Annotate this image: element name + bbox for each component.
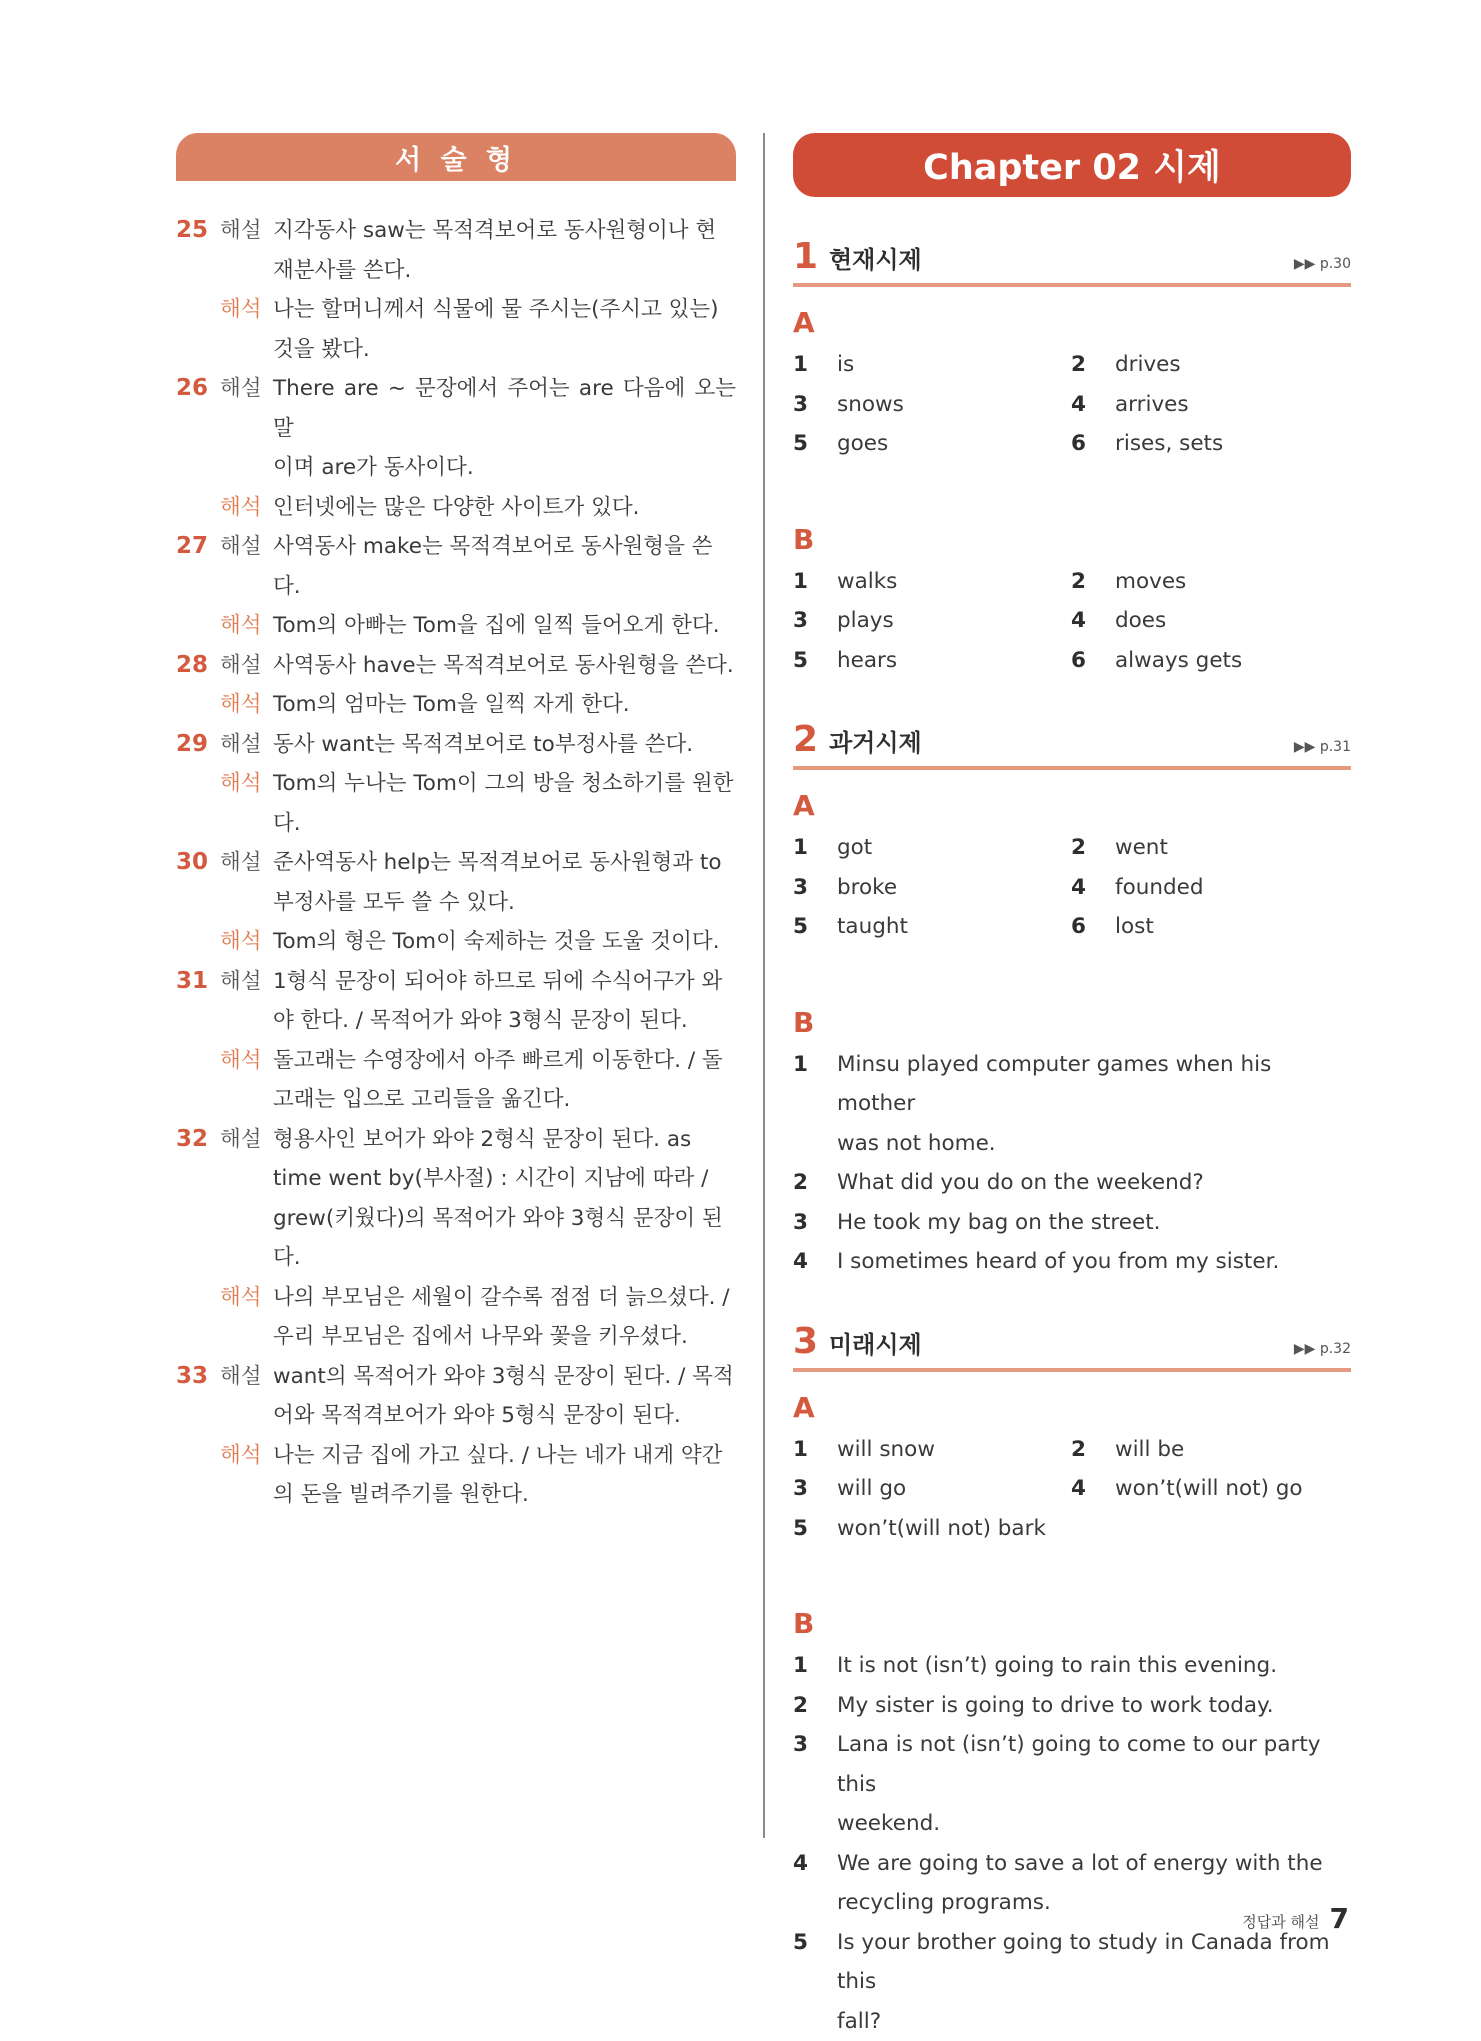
answer-sentence-line bbox=[793, 1646, 1351, 1686]
answer-text: founded bbox=[1115, 868, 1351, 908]
answer-text: always gets bbox=[1115, 641, 1351, 681]
answer-item bbox=[1071, 1469, 1351, 1509]
answer-number: 3 bbox=[793, 601, 837, 641]
translation-line bbox=[176, 1278, 736, 1318]
translation-text: Tom의 형은 Tom이 숙제하는 것을 도울 것이다. bbox=[273, 922, 736, 962]
part-letter: B bbox=[793, 518, 1351, 562]
question-number: 25 bbox=[176, 211, 220, 251]
answer-sentence-line bbox=[793, 1804, 1351, 1844]
translation-line bbox=[176, 764, 736, 804]
explanation-text: want의 목적어가 와야 3형식 문장이 된다. / 목적 bbox=[273, 1357, 736, 1397]
translation-line bbox=[176, 606, 736, 646]
explanation-text: 야 한다. / 목적어가 와야 3형식 문장이 된다. bbox=[273, 1001, 736, 1041]
section-title: 현재시제 bbox=[829, 243, 1294, 277]
section-title: 과거시제 bbox=[829, 726, 1294, 760]
translation-line bbox=[176, 290, 736, 330]
answer-item bbox=[1071, 385, 1351, 425]
answer-number: 5 bbox=[793, 907, 837, 947]
translation-line bbox=[176, 1436, 736, 1476]
explanation-line bbox=[176, 962, 736, 1002]
haeseok-label: 해석 bbox=[220, 1436, 273, 1476]
answer-sentence: It is not (isn’t) going to rain this evening. bbox=[837, 1646, 1351, 1686]
answer-number: 1 bbox=[793, 1045, 837, 1124]
explanation-text: 어와 목적격보어가 와야 5형식 문장이 된다. bbox=[273, 1396, 736, 1436]
answer-number: 2 bbox=[1071, 1430, 1115, 1470]
column-divider bbox=[763, 133, 765, 1838]
answer-number: 2 bbox=[1071, 828, 1115, 868]
spacer bbox=[793, 947, 1351, 987]
translation-text: 나는 할머니께서 식물에 물 주시는(주시고 있는) bbox=[273, 290, 736, 330]
answer-number: 2 bbox=[793, 1163, 837, 1203]
answer-item bbox=[793, 641, 1071, 681]
answer-text: snows bbox=[837, 385, 1071, 425]
haeseol-label: 해설 bbox=[220, 962, 273, 1002]
explanation-entry bbox=[176, 962, 736, 1120]
haeseok-label: 해석 bbox=[220, 290, 273, 330]
explanation-text: 다. bbox=[273, 567, 736, 607]
answer-text: is bbox=[837, 345, 1071, 385]
answer-number: 4 bbox=[1071, 1469, 1115, 1509]
explanation-entry bbox=[176, 369, 736, 527]
explanation-text: 준사역동사 help는 목적격보어로 동사원형과 to bbox=[273, 843, 736, 883]
explanation-text: 사역동사 make는 목적격보어로 동사원형을 쓴 bbox=[273, 527, 736, 567]
answer-text: moves bbox=[1115, 562, 1351, 602]
section-number: 1 bbox=[793, 237, 829, 277]
question-number: 33 bbox=[176, 1357, 220, 1397]
translation-line bbox=[176, 1475, 736, 1515]
haeseol-label: 해설 bbox=[220, 646, 273, 686]
answer-item bbox=[1071, 562, 1351, 602]
answer-item bbox=[793, 345, 1071, 385]
haeseol-label: 해설 bbox=[220, 369, 273, 409]
answer-sentence-line bbox=[793, 2002, 1351, 2041]
answer-grid bbox=[793, 828, 1351, 947]
explanation-text: There are ~ 문장에서 주어는 are 다음에 오는 말 bbox=[273, 369, 736, 448]
answer-item bbox=[1071, 868, 1351, 908]
explanation-text: 사역동사 have는 목적격보어로 동사원형을 쓴다. bbox=[273, 646, 736, 686]
part-letter: A bbox=[793, 784, 1351, 828]
answer-number: 4 bbox=[1071, 868, 1115, 908]
answer-sentence: What did you do on the weekend? bbox=[837, 1163, 1351, 1203]
exercise-part bbox=[793, 518, 1351, 681]
translation-text: 것을 봤다. bbox=[273, 330, 736, 370]
translation-line bbox=[176, 1041, 736, 1081]
answer-sentence: Is your brother going to study in Canada from this bbox=[837, 1923, 1351, 2002]
explanation-line bbox=[176, 1357, 736, 1397]
answer-text: will be bbox=[1115, 1430, 1351, 1470]
explanation-list bbox=[176, 211, 736, 1515]
translation-text: Tom의 엄마는 Tom을 일찍 자게 한다. bbox=[273, 685, 736, 725]
answer-text: will snow bbox=[837, 1430, 1071, 1470]
explanation-text: 형용사인 보어가 와야 2형식 문장이 된다. as bbox=[273, 1120, 736, 1160]
translation-text: 인터넷에는 많은 다양한 사이트가 있다. bbox=[273, 488, 736, 528]
explanation-line bbox=[176, 527, 736, 567]
answer-sentence: recycling programs. bbox=[837, 1883, 1351, 1923]
answer-item bbox=[793, 424, 1071, 464]
haeseok-label: 해석 bbox=[220, 922, 273, 962]
explanation-line bbox=[176, 567, 736, 607]
translation-text: 우리 부모님은 집에서 나무와 꽃을 키우셨다. bbox=[273, 1317, 736, 1357]
answer-text: got bbox=[837, 828, 1071, 868]
haeseok-label: 해석 bbox=[220, 764, 273, 804]
explanation-text: grew(키웠다)의 목적어가 와야 3형식 문장이 된 bbox=[273, 1199, 736, 1239]
exercise-part bbox=[793, 784, 1351, 987]
answer-number: 1 bbox=[793, 1646, 837, 1686]
answer-number: 3 bbox=[793, 868, 837, 908]
translation-text: Tom의 누나는 Tom이 그의 방을 청소하기를 원한 bbox=[273, 764, 736, 804]
explanation-text: 동사 want는 목적격보어로 to부정사를 쓴다. bbox=[273, 725, 736, 765]
answer-number: 4 bbox=[1071, 601, 1115, 641]
exercise-part bbox=[793, 1001, 1351, 1282]
answer-sentence-line bbox=[793, 1686, 1351, 1726]
answer-sentence-line bbox=[793, 1045, 1351, 1124]
answer-text: walks bbox=[837, 562, 1071, 602]
answer-text: plays bbox=[837, 601, 1071, 641]
question-number: 32 bbox=[176, 1120, 220, 1160]
haeseok-label: 해석 bbox=[220, 606, 273, 646]
answer-number: 3 bbox=[793, 1203, 837, 1243]
translation-text: 나는 지금 집에 가고 싶다. / 나는 네가 내게 약간 bbox=[273, 1436, 736, 1476]
answer-item bbox=[793, 828, 1071, 868]
answer-item bbox=[1071, 601, 1351, 641]
haeseol-label: 해설 bbox=[220, 1357, 273, 1397]
answer-number: 1 bbox=[793, 828, 837, 868]
answer-sentence-line bbox=[793, 1725, 1351, 1804]
answer-text: broke bbox=[837, 868, 1071, 908]
answer-number: 6 bbox=[1071, 641, 1115, 681]
answer-sentence-line bbox=[793, 1163, 1351, 1203]
answer-sentence: was not home. bbox=[837, 1124, 1351, 1164]
translation-line bbox=[176, 330, 736, 370]
answer-item bbox=[1071, 641, 1351, 681]
answer-sentence: We are going to save a lot of energy with the bbox=[837, 1844, 1351, 1884]
answer-text: went bbox=[1115, 828, 1351, 868]
footer-label: 정답과 해설 bbox=[1242, 1909, 1319, 1935]
explanation-entry bbox=[176, 646, 736, 725]
haeseol-label: 해설 bbox=[220, 725, 273, 765]
answer-number: 4 bbox=[793, 1844, 837, 1884]
explanation-line bbox=[176, 883, 736, 923]
explanation-line bbox=[176, 1238, 736, 1278]
answer-sentence-line bbox=[793, 1203, 1351, 1243]
answer-number bbox=[793, 1804, 837, 1844]
answer-item bbox=[793, 1509, 1071, 1549]
exercise-part bbox=[793, 1386, 1351, 1589]
page-number: 7 bbox=[1330, 1903, 1349, 1935]
translation-line bbox=[176, 804, 736, 844]
question-number: 26 bbox=[176, 369, 220, 409]
translation-text: Tom의 아빠는 Tom을 집에 일찍 들어오게 한다. bbox=[273, 606, 736, 646]
answer-sentence: I sometimes heard of you from my sister. bbox=[837, 1242, 1351, 1282]
answer-sentence-line bbox=[793, 1124, 1351, 1164]
answer-item bbox=[793, 385, 1071, 425]
explanation-line bbox=[176, 725, 736, 765]
haeseol-label: 해설 bbox=[220, 1120, 273, 1160]
explanation-text: 1형식 문장이 되어야 하므로 뒤에 수식어구가 와 bbox=[273, 962, 736, 1002]
translation-line bbox=[176, 685, 736, 725]
exercise-part bbox=[793, 301, 1351, 504]
explanation-text: 지각동사 saw는 목적격보어로 동사원형이나 현 bbox=[273, 211, 736, 251]
haeseol-label: 해설 bbox=[220, 527, 273, 567]
explanation-text: 재분사를 쓴다. bbox=[273, 251, 736, 291]
answer-sentence: Minsu played computer games when his mother bbox=[837, 1045, 1351, 1124]
page-footer bbox=[1242, 1903, 1349, 1935]
answer-item bbox=[793, 1469, 1071, 1509]
answer-number: 2 bbox=[793, 1686, 837, 1726]
exercise-part bbox=[793, 1602, 1351, 2041]
part-letter: A bbox=[793, 301, 1351, 345]
explanation-entry bbox=[176, 843, 736, 962]
answer-text: arrives bbox=[1115, 385, 1351, 425]
answer-number: 5 bbox=[793, 641, 837, 681]
answer-text: hears bbox=[837, 641, 1071, 681]
section-header bbox=[793, 233, 1351, 287]
part-letter: B bbox=[793, 1001, 1351, 1045]
answer-sentence-line bbox=[793, 1242, 1351, 1282]
answer-number bbox=[793, 1124, 837, 1164]
descriptive-section bbox=[176, 133, 736, 1515]
explanation-line bbox=[176, 843, 736, 883]
translation-text: 나의 부모님은 세월이 갈수록 점점 더 늙으셨다. / bbox=[273, 1278, 736, 1318]
answer-sentence: My sister is going to drive to work today. bbox=[837, 1686, 1351, 1726]
explanation-line bbox=[176, 1159, 736, 1199]
answer-sentence: He took my bag on the street. bbox=[837, 1203, 1351, 1243]
explanation-text: 이며 are가 동사이다. bbox=[273, 448, 736, 488]
answer-item bbox=[1071, 345, 1351, 385]
explanation-line bbox=[176, 646, 736, 686]
chapter-banner bbox=[793, 133, 1351, 197]
page-reference: ▶▶ p.30 bbox=[1294, 251, 1351, 277]
tense-sections bbox=[793, 233, 1351, 2041]
question-number: 29 bbox=[176, 725, 220, 765]
answer-number: 6 bbox=[1071, 907, 1115, 947]
question-number: 30 bbox=[176, 843, 220, 883]
translation-text: 다. bbox=[273, 804, 736, 844]
explanation-line bbox=[176, 1001, 736, 1041]
answer-item bbox=[1071, 1430, 1351, 1470]
explanation-line bbox=[176, 211, 736, 251]
question-number: 28 bbox=[176, 646, 220, 686]
answer-number: 2 bbox=[1071, 562, 1115, 602]
explanation-entry bbox=[176, 725, 736, 844]
explanation-line bbox=[176, 369, 736, 448]
answer-number: 1 bbox=[793, 562, 837, 602]
translation-line bbox=[176, 1317, 736, 1357]
spacer bbox=[793, 464, 1351, 504]
answer-text: will go bbox=[837, 1469, 1071, 1509]
haeseol-label: 해설 bbox=[220, 843, 273, 883]
page-reference: ▶▶ p.32 bbox=[1294, 1336, 1351, 1362]
explanation-entry bbox=[176, 211, 736, 369]
section-title: 미래시제 bbox=[829, 1328, 1294, 1362]
answer-number bbox=[793, 1883, 837, 1923]
answer-text: won’t(will not) bark bbox=[837, 1509, 1071, 1549]
answer-number: 1 bbox=[793, 1430, 837, 1470]
haeseol-label: 해설 bbox=[220, 211, 273, 251]
explanation-text: time went by(부사절) : 시간이 지남에 따라 / bbox=[273, 1159, 736, 1199]
answer-text: taught bbox=[837, 907, 1071, 947]
answer-number: 4 bbox=[793, 1242, 837, 1282]
answer-number: 2 bbox=[1071, 345, 1115, 385]
translation-text: 고래는 입으로 고리들을 옮긴다. bbox=[273, 1080, 736, 1120]
answer-number: 5 bbox=[793, 1923, 837, 2002]
question-number: 31 bbox=[176, 962, 220, 1002]
section-number: 2 bbox=[793, 720, 829, 760]
answer-number: 3 bbox=[793, 1725, 837, 1804]
answer-text: lost bbox=[1115, 907, 1351, 947]
answer-item bbox=[1071, 424, 1351, 464]
answer-item bbox=[793, 601, 1071, 641]
haeseok-label: 해석 bbox=[220, 685, 273, 725]
explanation-text: 부정사를 모두 쓸 수 있다. bbox=[273, 883, 736, 923]
section-header bbox=[793, 1318, 1351, 1372]
translation-line bbox=[176, 1080, 736, 1120]
translation-text: 의 돈을 빌려주기를 원한다. bbox=[273, 1475, 736, 1515]
answer-grid bbox=[793, 345, 1351, 464]
translation-line bbox=[176, 922, 736, 962]
answer-grid bbox=[793, 1430, 1351, 1549]
translation-line bbox=[176, 488, 736, 528]
answer-item bbox=[793, 562, 1071, 602]
answer-number: 5 bbox=[793, 424, 837, 464]
part-letter: A bbox=[793, 1386, 1351, 1430]
answer-text: won’t(will not) go bbox=[1115, 1469, 1351, 1509]
tense-section bbox=[793, 716, 1351, 1282]
descriptive-banner-title: 서 술 형 bbox=[395, 138, 517, 177]
answer-sentence: weekend. bbox=[837, 1804, 1351, 1844]
answer-number: 3 bbox=[793, 1469, 837, 1509]
chapter-title: Chapter 02 시제 bbox=[923, 140, 1221, 190]
section-header bbox=[793, 716, 1351, 770]
translation-text: 돌고래는 수영장에서 아주 빠르게 이동한다. / 돌 bbox=[273, 1041, 736, 1081]
question-number: 27 bbox=[176, 527, 220, 567]
haeseok-label: 해석 bbox=[220, 1041, 273, 1081]
section-number: 3 bbox=[793, 1322, 829, 1362]
spacer bbox=[793, 1548, 1351, 1588]
answer-number: 6 bbox=[1071, 424, 1115, 464]
explanation-line bbox=[176, 448, 736, 488]
answer-number: 4 bbox=[1071, 385, 1115, 425]
haeseok-label: 해석 bbox=[220, 1278, 273, 1318]
answer-text: rises, sets bbox=[1115, 424, 1351, 464]
explanation-entry bbox=[176, 527, 736, 646]
answer-text: drives bbox=[1115, 345, 1351, 385]
answer-item bbox=[793, 907, 1071, 947]
answer-number bbox=[793, 2002, 837, 2041]
tense-section bbox=[793, 233, 1351, 680]
page-reference: ▶▶ p.31 bbox=[1294, 734, 1351, 760]
answer-text: does bbox=[1115, 601, 1351, 641]
answer-item bbox=[793, 1430, 1071, 1470]
explanation-line bbox=[176, 1199, 736, 1239]
answer-item bbox=[793, 868, 1071, 908]
answer-text: goes bbox=[837, 424, 1071, 464]
descriptive-banner bbox=[176, 133, 736, 181]
explanation-entry bbox=[176, 1357, 736, 1515]
part-letter: B bbox=[793, 1602, 1351, 1646]
answer-number: 3 bbox=[793, 385, 837, 425]
explanation-text: 다. bbox=[273, 1238, 736, 1278]
haeseok-label: 해석 bbox=[220, 488, 273, 528]
explanation-line bbox=[176, 1396, 736, 1436]
answer-sentence: Lana is not (isn’t) going to come to our party this bbox=[837, 1725, 1351, 1804]
answer-grid bbox=[793, 562, 1351, 681]
explanation-entry bbox=[176, 1120, 736, 1357]
explanation-line bbox=[176, 251, 736, 291]
chapter-section bbox=[793, 133, 1351, 2041]
answer-item bbox=[1071, 907, 1351, 947]
answer-sentence: fall? bbox=[837, 2002, 1351, 2041]
answer-number: 5 bbox=[793, 1509, 837, 1549]
answer-sentence-line bbox=[793, 1844, 1351, 1884]
answer-item bbox=[1071, 828, 1351, 868]
answer-number: 1 bbox=[793, 345, 837, 385]
explanation-line bbox=[176, 1120, 736, 1160]
